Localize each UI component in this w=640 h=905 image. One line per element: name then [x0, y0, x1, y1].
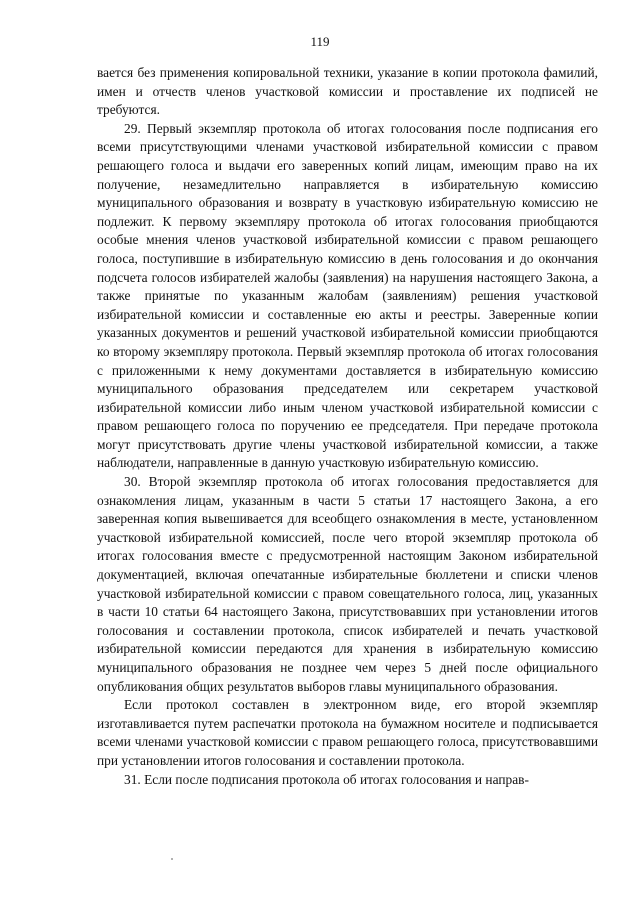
paragraph-item-30: 30. Второй экземпляр протокола об итогах голосования предоставляется для ознакомления лицам, указанным в части 5 статьи 17 настоящего Закона, а его заверенная копия вывешивается для всеобщего ознакомления в месте, установленном участковой избирательной комиссией, после чего второй экземпляр протокола об итогах голосования вместе с предусмотренной настоящим Законом избирательной документацией, включая опечатанные избирательные бюллетени и списки членов участковой избирательной комиссии с правом совещательного голоса, лиц, указанных в части 10 статьи 64 настоящего Закона, присутствовавших при установлении итогов голосования и составлении протокола, список избирателей и печать участковой избирательной комиссии передаются для хранения в избирательную комиссию муниципального образования не позднее чем через 5 дней после официального опубликования общих результатов выборов главы муниципального образования. — [97, 474, 598, 694]
paragraph-item-30-electronic: Если протокол составлен в электронном виде, его второй экземпляр изготавливается путем распечатки протокола на бумажном носителе и подписывается всеми членами участковой комиссии с правом решающего голоса, присутствовавшими при установлении итогов голосования и составлении протокола. — [97, 697, 598, 768]
paragraph-item-29: 29. Первый экземпляр протокола об итогах голосования после подписания его всеми присутствующими членами участковой избирательной комиссии с правом решающего голоса и выдачи его заверенных копий лицам, имеющим право на их получение, незамедлительно направляется в избирательную комиссию муниципального образования и возврату в участковую избирательную комиссию не подлежит. К первому экземпляру протокола об итогах голосования приобщаются особые мнения членов участковой избирательной комиссии с правом решающего голоса, поступившие в избирательную комиссию в день голосования и до окончания подсчета голосов избирателей жалобы (заявления) на нарушения настоящего Закона, а также принятые по указанным жалобам (заявлениям) решения участковой избирательной комиссии и составленные ею акты и реестры. Заверенные копии указанных документов и решений участковой избирательной комиссии приобщаются ко второму экземпляру протокола. Первый экземпляр протокола об итогах голосования с приложенными к нему документами доставляется в избирательную комиссию муниципального образования председателем или секретарем участковой избирательной комиссии либо иным членом участковой избирательной комиссии с правом решающего голоса по поручению ее председателя. При передаче протокола могут присутствовать другие члены участковой избирательной комиссии, а также наблюдатели, направленные в данную участковую избирательную комиссию. — [97, 120, 598, 471]
paragraph-continuation: вается без применения копировальной техники, указание в копии протокола фамилий, имен и отчеств членов участковой комиссии и проставление их подписей не требуются. — [97, 65, 598, 118]
document-body — [97, 64, 598, 789]
paragraph-item-31: 31. Если после подписания протокола об итогах голосования и направ- — [124, 771, 529, 787]
scan-speck — [171, 858, 173, 860]
page-number: 119 — [310, 34, 330, 49]
